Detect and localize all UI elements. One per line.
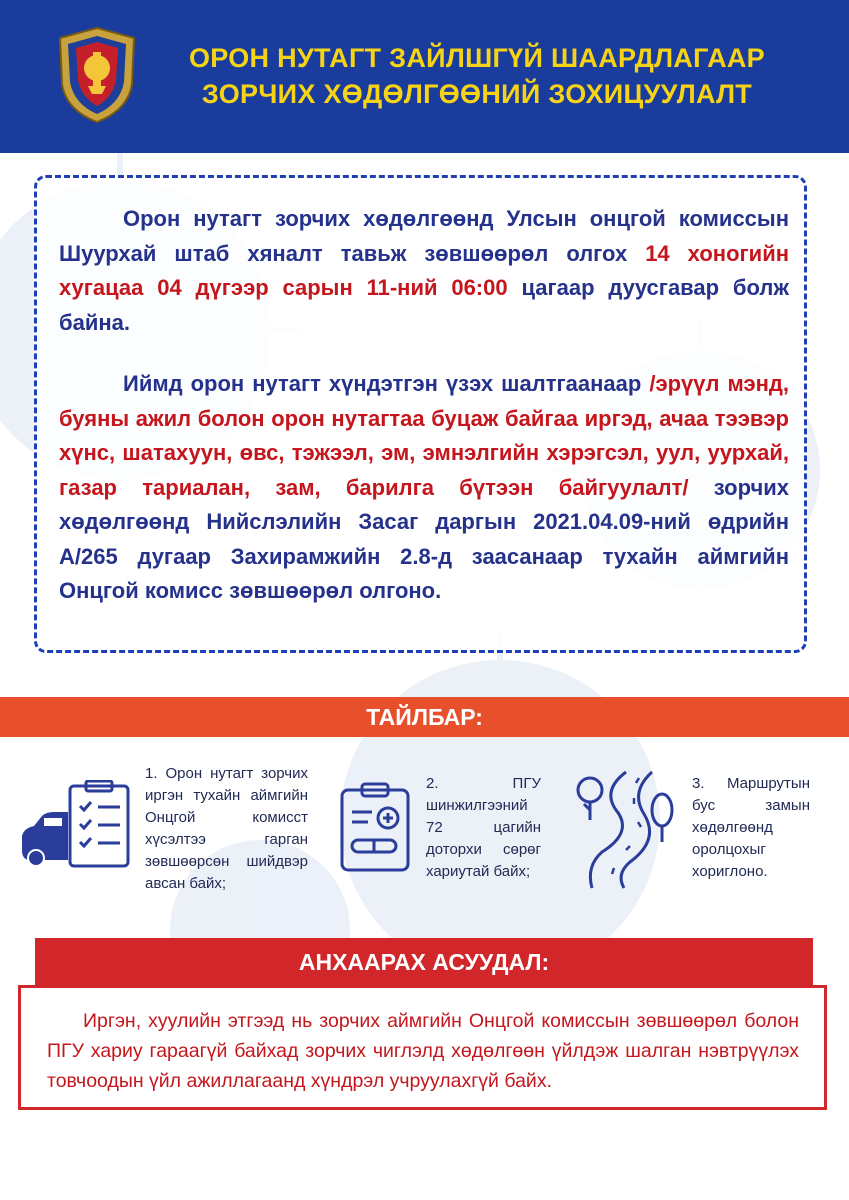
info-box bbox=[34, 175, 807, 653]
police-emblem-icon bbox=[58, 26, 136, 124]
p2-text-red: /эрүүл мэнд, буяны ажил болон орон нутагтаа буцаж байгаа иргэд, ачаа тээвэр хүнс, шатахуун, өвс, тэжээл, эм, эмнэлгийн хэрэгсэл, уул, уурхай, газар тариалан, зам, барилга бүтээн байгуулалт/ bbox=[59, 371, 789, 500]
alert-box bbox=[18, 985, 827, 1110]
title-line-1: ОРОН НУТАГТ ЗАЙЛШГҮЙ ШААРДЛАГААР bbox=[189, 43, 765, 73]
p1-text-b: цагаар дуусгавар болж байна. bbox=[59, 275, 789, 335]
note-1-text: 1. Орон нутагт зорчих иргэн тухайн аймгийн Онцгой комисст хүсэлтээ гарган зөвшөөрсөн шийдвэр авсан байх; bbox=[145, 765, 308, 892]
alert-text-body: Иргэн, хуулийн этгээд нь зорчих аймгийн Онцгой комиссын зөвшөөрөл болон ПГУ хариу гараагүй байхад зорчих чиглэлд хөдөлгөөн үйлдэж шалган нэвтрүүлэх товчоодын үйл ажиллагаанд хүндрэл учруулахгүй байх. bbox=[47, 1010, 799, 1092]
p2-text-b: зорчих хөдөлгөөнд Нийслэлийн Засаг даргын 2021.04.09-ний өдрийн А/265 дугаар Захирамжийн 2.8-д заасанаар тухайн аймгийн Онцгой комисс зөвшөөрөл олгоно. bbox=[59, 474, 789, 603]
medical-test-icon bbox=[338, 782, 412, 874]
info-paragraph-2 bbox=[59, 367, 789, 609]
alert-text bbox=[47, 1006, 799, 1096]
p1-text-red: 14 хоногийн хугацаа 04 дүгээр сарын 11-ний 06:00 bbox=[59, 240, 790, 300]
info-paragraph-1 bbox=[59, 202, 789, 340]
note-2-text: 2. ПГУ шинжилгээний 72 цагийн доторхи сөрөг хариутай байх; bbox=[426, 775, 541, 880]
p2-text-a: Иймд орон нутагт хүндэтгэн үзэх шалтгаанаар bbox=[123, 371, 650, 396]
title-line-2: ЗОРЧИХ ХӨДӨЛГӨӨНИЙ ЗОХИЦУУЛАЛТ bbox=[201, 79, 753, 109]
page-title bbox=[152, 40, 802, 112]
notes-heading: ТАЙЛБАР: bbox=[366, 704, 483, 730]
alert-heading: АНХААРАХ АСУУДАЛ: bbox=[298, 949, 550, 975]
notes-banner bbox=[0, 697, 849, 737]
note-3-text: 3. Маршрутын бус замын хөдөлгөөнд оролцохыг хориглоно. bbox=[692, 775, 810, 880]
header-bar bbox=[0, 0, 849, 153]
alert-banner bbox=[35, 938, 813, 986]
winding-road-icon bbox=[572, 770, 678, 890]
p1-text-a: Орон нутагт зорчих хөдөлгөөнд Улсын онцгой комиссын Шуурхай штаб хяналт тавьж зөвшөөрөл олгох bbox=[59, 206, 789, 266]
car-checklist-icon bbox=[20, 780, 132, 872]
